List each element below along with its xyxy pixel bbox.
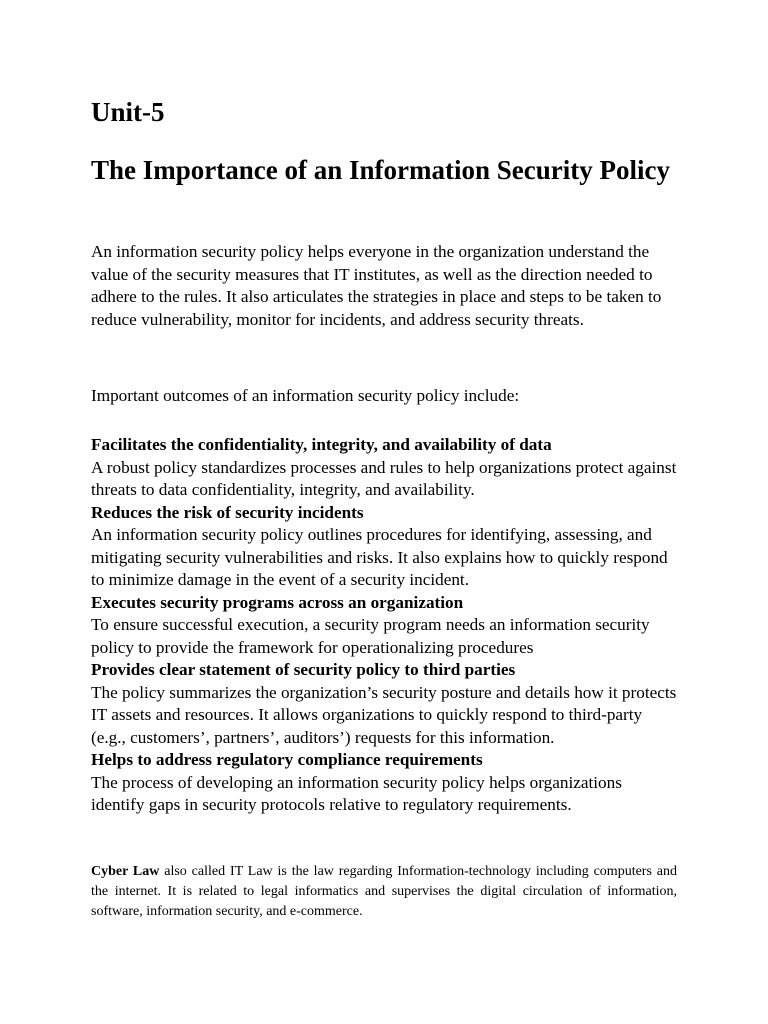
outcome-heading: Executes security programs across an organization bbox=[91, 592, 464, 612]
page-title: The Importance of an Information Security Policy bbox=[91, 155, 670, 185]
outcome-body: A robust policy standardizes processes and rules to help organizations protect against threats to data confidentiality, integrity, and availability. bbox=[91, 457, 677, 499]
intro-paragraph: An information security policy helps everyone in the organization understand the value of the security measures that IT institutes, as well as the direction needed to adhere to the rules. It also articulates the strategies in place and steps to be taken to reduce vulnerability, monitor for incidents, and address security threats. bbox=[91, 242, 662, 329]
outcomes-list bbox=[91, 434, 677, 817]
outcome-item bbox=[91, 659, 677, 749]
outcome-item bbox=[91, 592, 677, 660]
outcome-item bbox=[91, 434, 677, 502]
outcome-heading: Facilitates the confidentiality, integrity, and availability of data bbox=[91, 435, 552, 454]
outcome-body: An information security policy outlines procedures for identifying, assessing, and mitigating security vulnerabilities and risks. It also explains how to quickly respond to minimize damage in the event of a security incident. bbox=[91, 525, 668, 589]
outcomes-lead: Important outcomes of an information security policy include: bbox=[91, 386, 520, 405]
outcome-body: The policy summarizes the organization’s security posture and details how it protects IT assets and resources. It allows organizations to quickly respond to third-party (e.g., customers’, partners’, auditors’) requests for this information. bbox=[91, 682, 677, 747]
outcome-item bbox=[91, 749, 677, 817]
cyber-law-term: Cyber Law bbox=[91, 864, 160, 879]
outcome-heading: Helps to address regulatory compliance requirements bbox=[91, 750, 483, 769]
outcome-body: The process of developing an information security policy helps organizations identify gaps in security protocols relative to regulatory requirements. bbox=[91, 772, 622, 814]
cyber-law-text: also called IT Law is the law regarding Information-technology including computers and the internet. It is related to legal informatics and supervises the digital circulation of information, software, information security, and e-commerce. bbox=[91, 864, 677, 919]
outcome-item bbox=[91, 502, 677, 592]
unit-heading: Unit-5 bbox=[91, 97, 165, 127]
outcome-heading: Reduces the risk of security incidents bbox=[91, 502, 364, 522]
outcome-heading: Provides clear statement of security policy to third parties bbox=[91, 660, 516, 679]
outcome-body: To ensure successful execution, a security program needs an information security policy to provide the framework for operationalizing procedures bbox=[91, 615, 650, 657]
cyber-law-paragraph bbox=[91, 862, 677, 922]
